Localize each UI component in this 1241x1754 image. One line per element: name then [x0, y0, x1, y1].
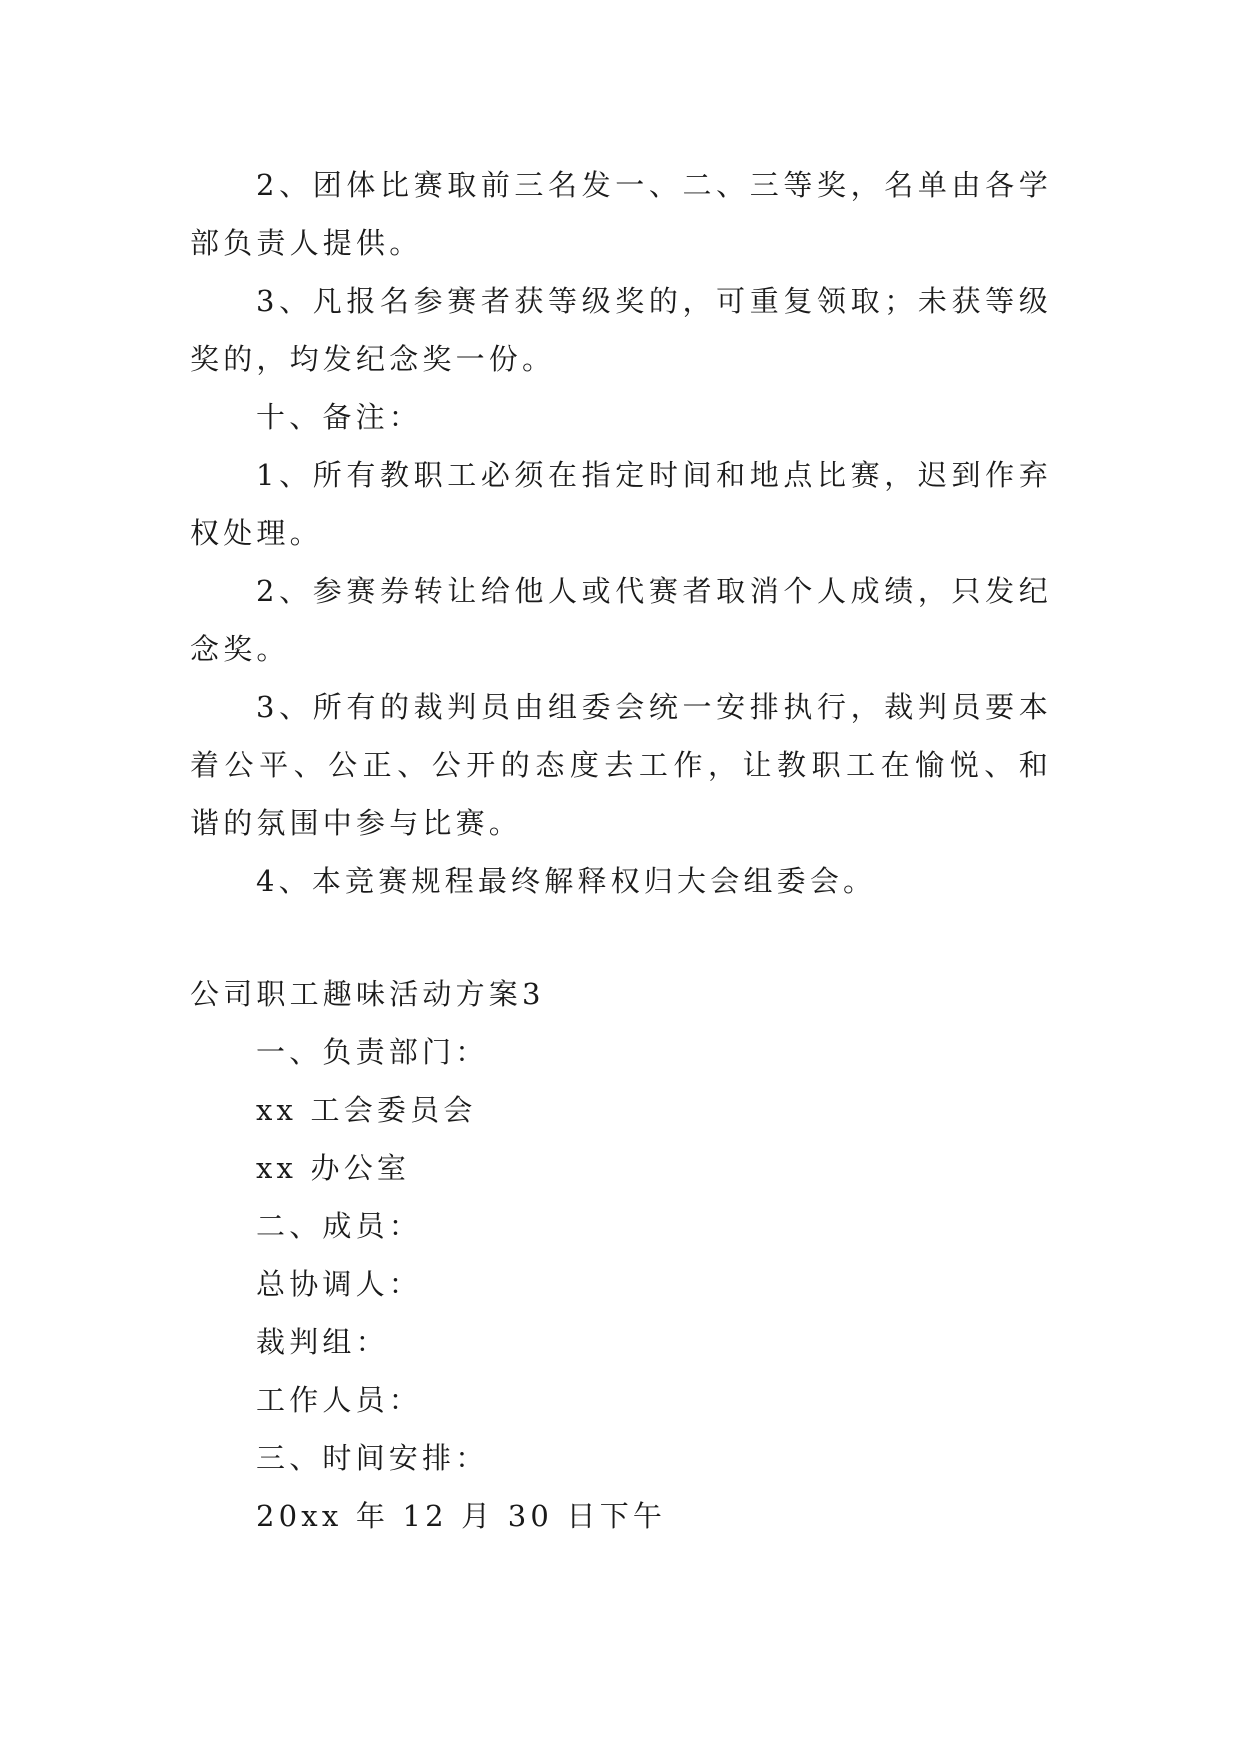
heading-remarks: 十、备注：	[256, 400, 423, 434]
member-referee-group: 裁判组：	[256, 1325, 389, 1359]
paragraph-remark-2: 2、参赛券转让给他人或代赛者取消个人成绩，只发纪念奖。	[190, 574, 1052, 666]
heading-responsible-departments: 一、负责部门：	[256, 1035, 489, 1069]
department-union-committee: xx 工会委员会	[256, 1093, 477, 1127]
schedule-date: 20xx 年 12 月 30 日下午	[256, 1499, 667, 1533]
paragraph-remark-4: 4、本竞赛规程最终解释权归大会组委会。	[256, 864, 877, 898]
paragraph-remark-3: 3、所有的裁判员由组委会统一安排执行，裁判员要本着公平、公正、公开的态度去工作，让教职工在愉悦、和谐的氛围中参与比赛。	[190, 690, 1052, 840]
document-body-section-2	[190, 965, 1052, 1545]
department-office: xx 办公室	[256, 1151, 411, 1185]
paragraph-repeat-awards: 3、凡报名参赛者获等级奖的，可重复领取；未获等级奖的，均发纪念奖一份。	[190, 284, 1052, 376]
member-coordinator: 总协调人：	[256, 1267, 423, 1301]
paragraph-remark-1: 1、所有教职工必须在指定时间和地点比赛，迟到作弃权处理。	[190, 458, 1052, 550]
heading-schedule: 三、时间安排：	[256, 1441, 489, 1475]
member-staff: 工作人员：	[256, 1383, 423, 1417]
document-body-section-1	[190, 156, 1052, 910]
section-title: 公司职工趣味活动方案3	[190, 977, 545, 1011]
heading-members: 二、成员：	[256, 1209, 423, 1243]
paragraph-team-awards: 2、团体比赛取前三名发一、二、三等奖，名单由各学部负责人提供。	[190, 168, 1052, 260]
